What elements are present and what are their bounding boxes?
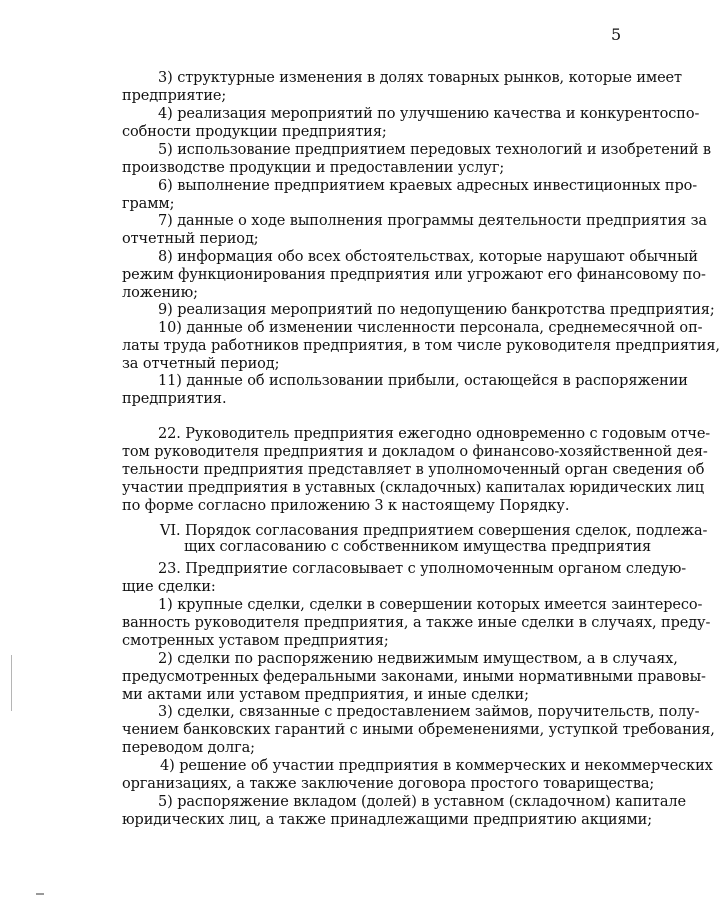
text-line: участии предприятия в уставных (складочных) капиталах юридических лиц — [122, 480, 704, 496]
text-line: ми актами или уставом предприятия, и иные сделки; — [122, 687, 529, 703]
text-line: латы труда работников предприятия, в том числе руководителя предприятия, — [122, 338, 720, 354]
section-heading: VI. Порядок согласования предприятием совершения сделок, подлежа- — [160, 523, 708, 539]
text-line: 5) использование предприятием передовых технологий и изобретений в — [158, 142, 711, 158]
text-line: 23. Предприятие согласовывает с уполномоченным органом следую- — [158, 561, 687, 577]
text-line: 9) реализация мероприятий по недопущению банкротства предприятия; — [158, 302, 715, 318]
text-line: режим функционирования предприятия или угрожают его финансовому по- — [122, 267, 706, 283]
scan-margin-mark — [11, 655, 12, 711]
section-heading: щих согласованию с собственником имущества предприятия — [184, 539, 652, 555]
text-line: 4) реализация мероприятий по улучшению качества и конкурентоспо- — [158, 106, 700, 122]
text-line: тельности предприятия представляет в уполномоченный орган сведения об — [122, 462, 705, 478]
text-line: 2) сделки по распоряжению недвижимым имуществом, а в случаях, — [158, 651, 678, 667]
text-line: 8) информация обо всех обстоятельствах, которые нарушают обычный — [158, 249, 698, 265]
text-line: 5) распоряжение вкладом (долей) в уставном (складочном) капитале — [158, 794, 686, 810]
text-line: предприятия. — [122, 391, 227, 407]
text-line: производстве продукции и предоставлении услуг; — [122, 160, 505, 176]
text-line: 7) данные о ходе выполнения программы деятельности предприятия за — [158, 213, 707, 229]
text-line: смотренных уставом предприятия; — [122, 633, 389, 649]
text-line: том руководителя предприятия и докладом о финансово-хозяйственной дея- — [122, 444, 708, 460]
text-line: щие сделки: — [122, 579, 216, 595]
text-line: 4) решение об участии предприятия в коммерческих и некоммерческих — [160, 758, 713, 774]
page-number: 5 — [611, 25, 622, 44]
text-line: предприятие; — [122, 88, 227, 104]
text-line: 22. Руководитель предприятия ежегодно одновременно с годовым отче- — [158, 426, 711, 442]
text-line: юридических лиц, а также принадлежащими предприятию акциями; — [122, 812, 653, 828]
text-line: организациях, а также заключение договора простого товарищества; — [122, 776, 655, 792]
text-line: ванность руководителя предприятия, а также иные сделки в случаях, преду- — [122, 615, 711, 631]
scan-corner-mark — [36, 893, 44, 895]
text-line: за отчетный период; — [122, 356, 280, 372]
text-line: чением банковских гарантий с иными обременениями, уступкой требования, — [122, 722, 715, 738]
text-line: грамм; — [122, 196, 175, 212]
text-line: 3) структурные изменения в долях товарных рынков, которые имеет — [158, 70, 682, 86]
text-line: по форме согласно приложению 3 к настоящему Порядку. — [122, 498, 570, 514]
text-line: 3) сделки, связанные с предоставлением займов, поручительств, полу- — [158, 704, 700, 720]
text-line: ложению; — [122, 285, 198, 301]
text-line: переводом долга; — [122, 740, 255, 756]
text-line: 1) крупные сделки, сделки в совершении которых имеется заинтересо- — [158, 597, 703, 613]
text-line: предусмотренных федеральными законами, иными нормативными правовы- — [122, 669, 706, 685]
text-line: 11) данные об использовании прибыли, остающейся в распоряжении — [158, 373, 688, 389]
text-line: 6) выполнение предприятием краевых адресных инвестиционных про- — [158, 178, 698, 194]
text-line: отчетный период; — [122, 231, 259, 247]
text-line: 10) данные об изменении численности персонала, среднемесячной оп- — [158, 320, 703, 336]
text-line: собности продукции предприятия; — [122, 124, 387, 140]
